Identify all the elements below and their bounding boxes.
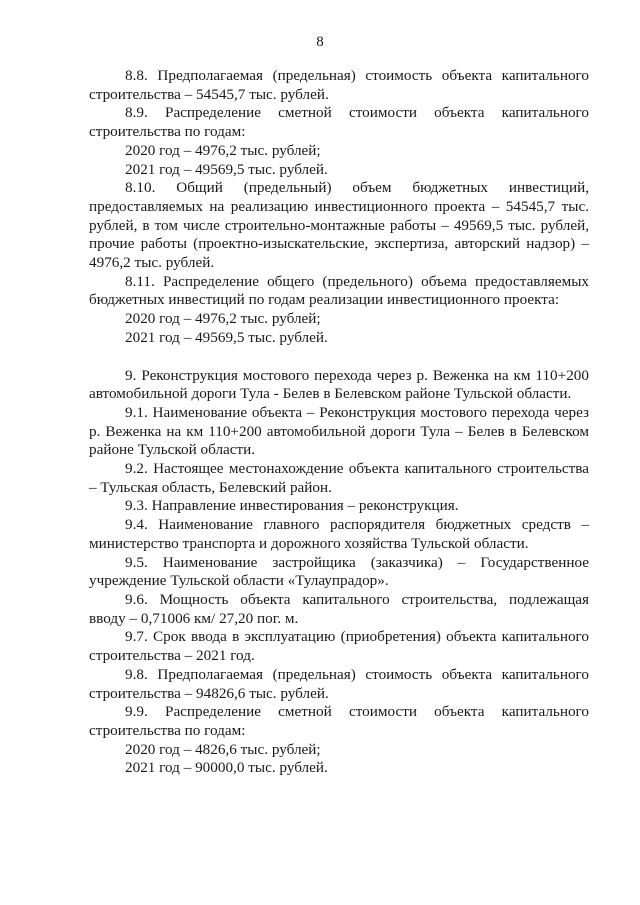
section-9-heading: 9. Реконструкция мостового перехода через р. Веженка на км 110+200 автомобильной дороги Тула - Белев в Белевском районе Тульской области.	[89, 366, 589, 403]
paragraph-9-1: 9.1. Наименование объекта – Реконструкция мостового перехода через р. Веженка на км 110+200 автомобильной дороги Тула – Белев в Белевском районе Тульской области.	[89, 403, 589, 459]
section-spacer	[89, 348, 589, 367]
page-number: 8	[316, 34, 324, 50]
document-body	[89, 67, 589, 778]
paragraph-9-9-year-2020: 2020 год – 4826,6 тыс. рублей;	[125, 740, 321, 758]
paragraph-9-5: 9.5. Наименование застройщика (заказчика) – Государственное учреждение Тульской области «Тулаупрадор».	[89, 553, 589, 590]
paragraph-9-6: 9.6. Мощность объекта капитального строительства, подлежащая вводу – 0,71006 км/ 27,20 пог. м.	[89, 590, 589, 627]
paragraph-9-4: 9.4. Наименование главного распорядителя бюджетных средств – министерство транспорта и дорожного хозяйства Тульской области.	[89, 516, 589, 552]
paragraph-8-11-year-2021: 2021 год – 49569,5 тыс. рублей.	[125, 328, 328, 346]
paragraph-8-8: 8.8. Предполагаемая (предельная) стоимость объекта капитального строительства – 54545,7 тыс. рублей.	[89, 67, 589, 103]
paragraph-9-2: 9.2. Настоящее местонахождение объекта капитального строительства – Тульская область, Белевский район.	[89, 460, 589, 496]
paragraph-9-3: 9.3. Направление инвестирования – реконструкция.	[125, 497, 459, 515]
paragraph-9-9: 9.9. Распределение сметной стоимости объекта капитального строительства по годам:	[89, 703, 589, 739]
paragraph-9-8: 9.8. Предполагаемая (предельная) стоимость объекта капитального строительства – 94826,6 тыс. рублей.	[89, 665, 589, 702]
paragraph-8-9-year-2020: 2020 год – 4976,2 тыс. рублей;	[125, 141, 321, 159]
paragraph-9-9-year-2021: 2021 год – 90000,0 тыс. рублей.	[125, 759, 328, 777]
paragraph-9-7: 9.7. Срок ввода в эксплуатацию (приобретения) объекта капитального строительства – 2021 год.	[89, 628, 589, 665]
paragraph-8-11-year-2020: 2020 год – 4976,2 тыс. рублей;	[125, 310, 321, 328]
paragraph-8-9: 8.9. Распределение сметной стоимости объекта капитального строительства по годам:	[89, 104, 589, 141]
paragraph-8-10: 8.10. Общий (предельный) объем бюджетных инвестиций, предоставляемых на реализацию инвестиционного проекта – 54545,7 тыс. рублей, в том числе строительно-монтажные работы – 49569,5 тыс. рублей, прочие работы (проектно-изыскательские, экспертиза, авторский надзор) – 4976,2 тыс. рублей.	[89, 179, 589, 272]
paragraph-8-9-year-2021: 2021 год – 49569,5 тыс. рублей.	[125, 160, 328, 178]
paragraph-8-11: 8.11. Распределение общего (предельного) объема предоставляемых бюджетных инвестиций по годам реализации инвестиционного проекта:	[89, 272, 589, 309]
